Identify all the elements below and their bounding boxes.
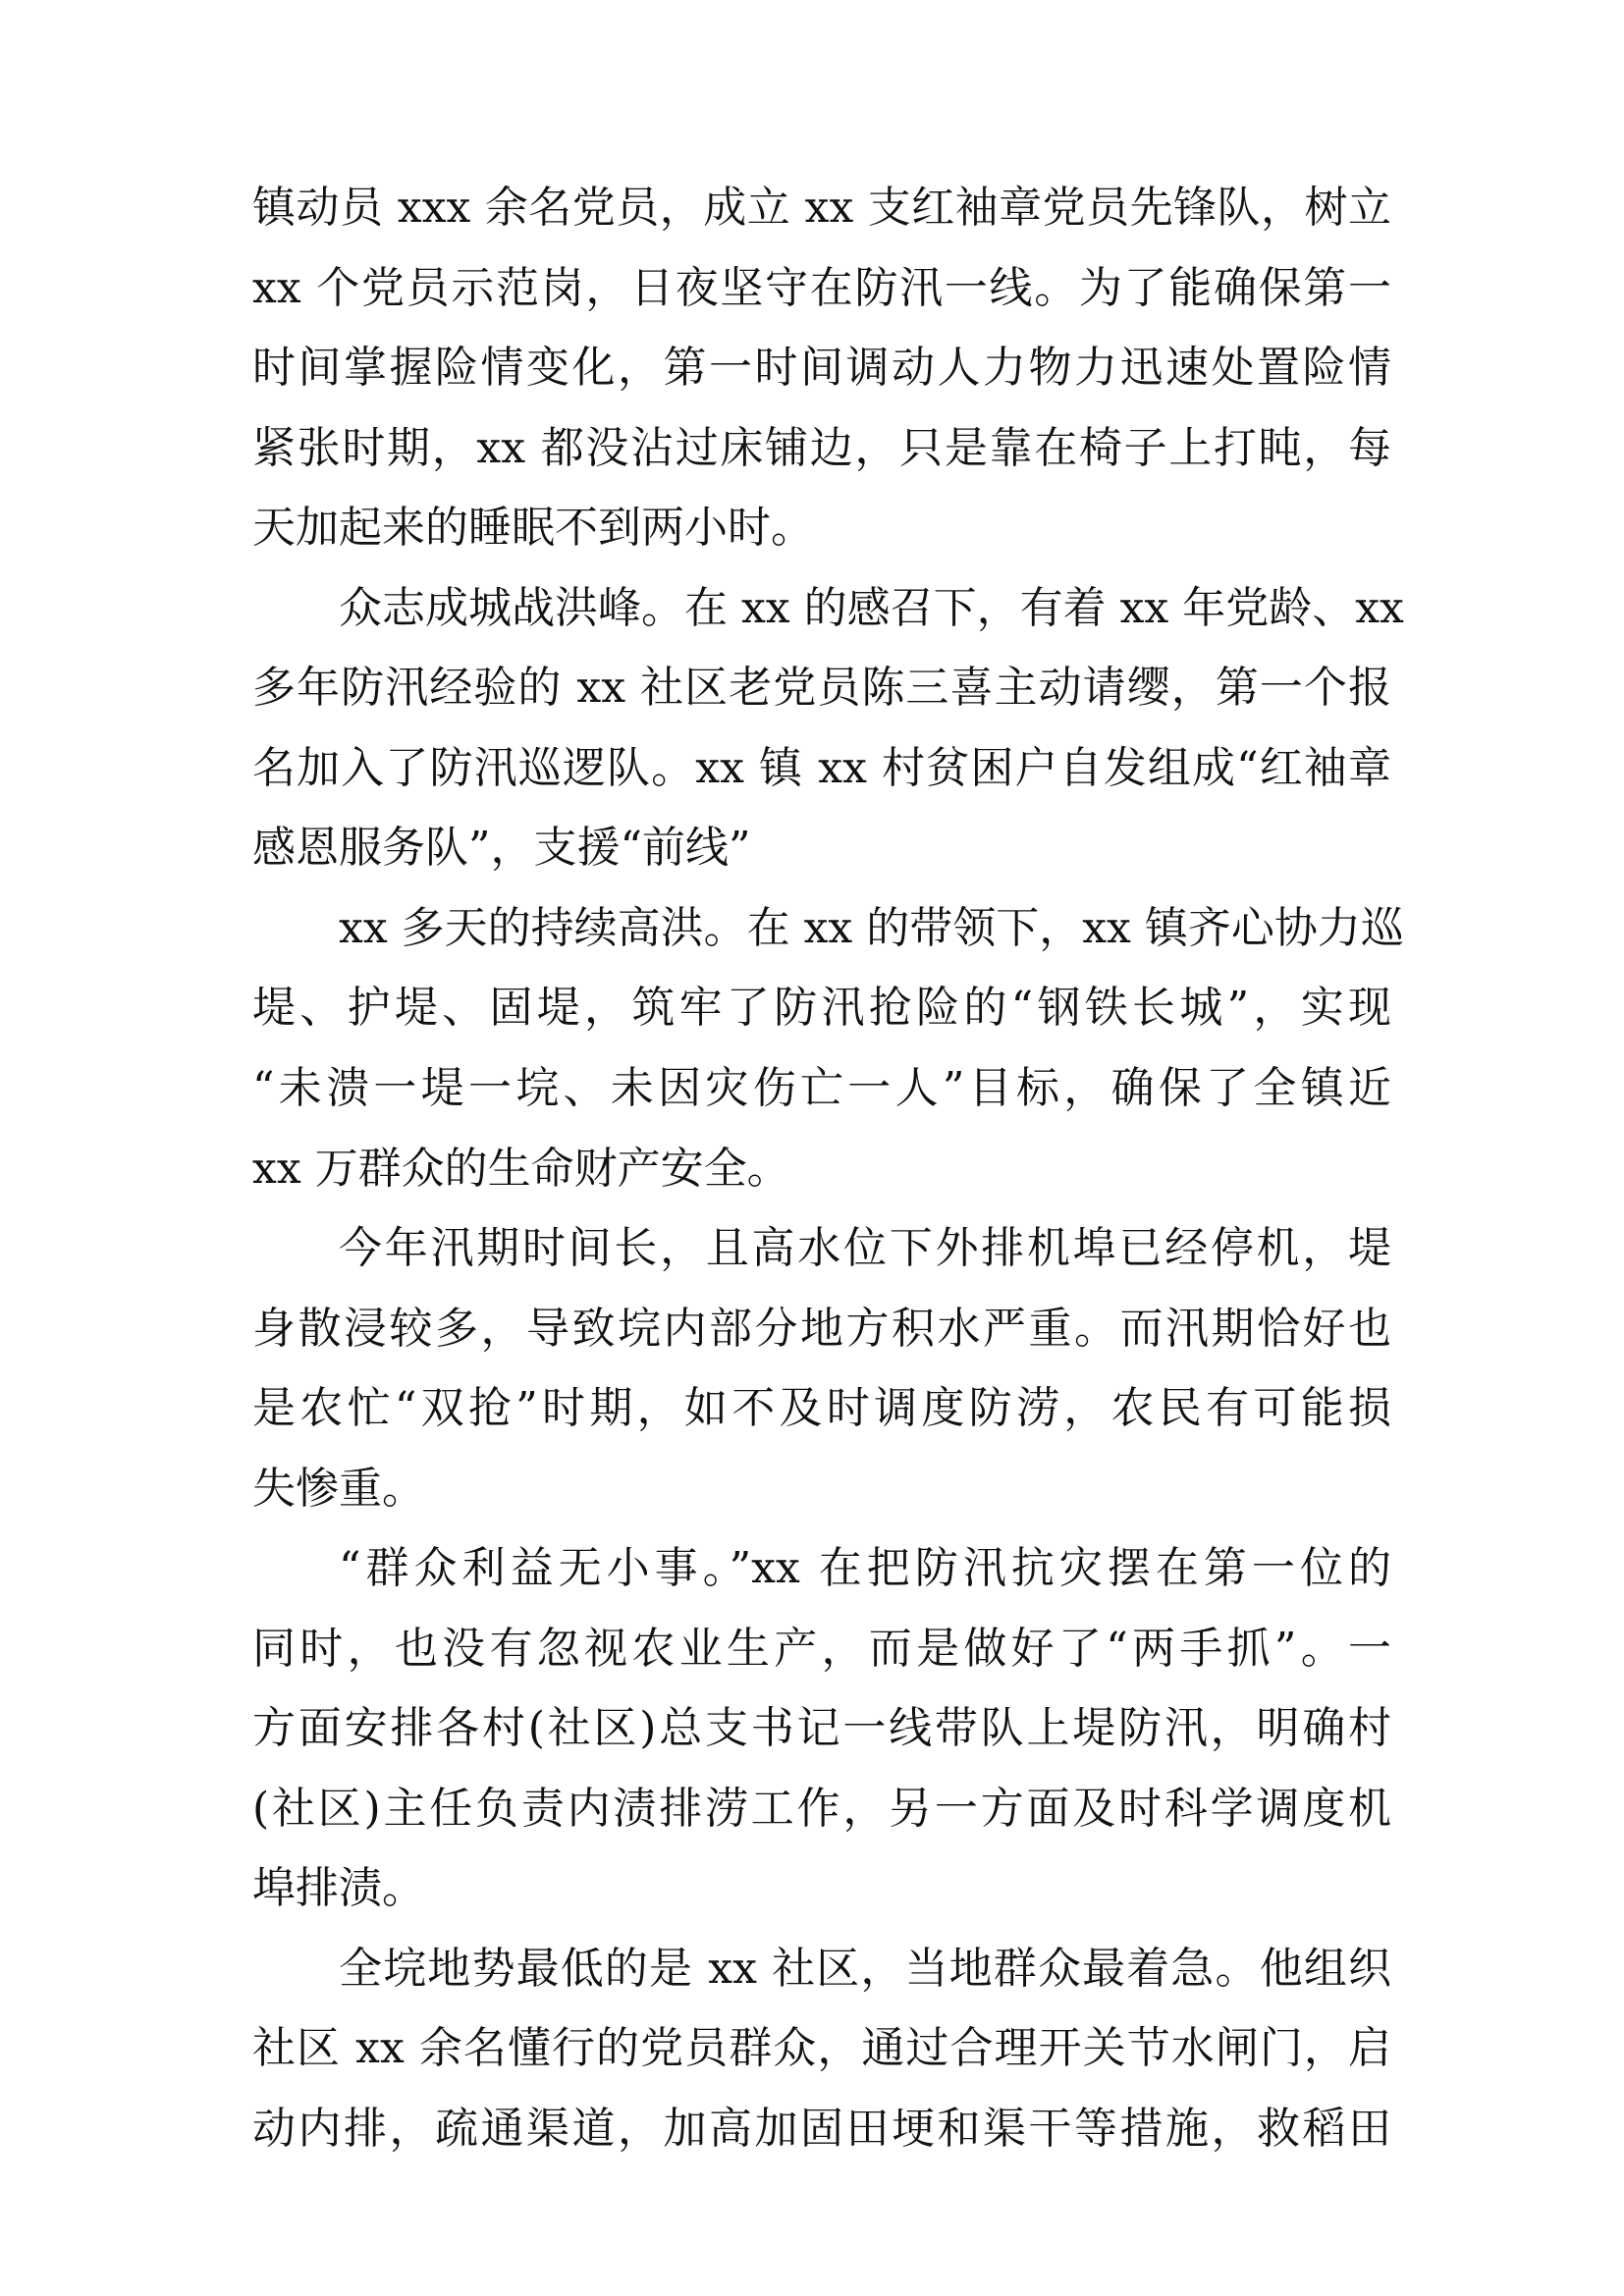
text-line: (社区)主任负责内渍排涝工作，另一方面及时科学调度机 [252,1784,1391,1834]
paragraph-first-line: 全垸地势最低的是 xx 社区，当地群众最着急。他组织 [339,1944,1391,1994]
text-line: 是农忙“双抢”时期，如不及时调度防涝，农民有可能损 [252,1383,1391,1433]
paragraph-first-line: “群众利益无小事。”xx 在把防汛抗灾摆在第一位的 [339,1543,1391,1593]
paragraph-first-line: 众志成城战洪峰。在 xx 的感召下，有着 xx 年党龄、xx [339,583,1404,633]
text-line: xx 万群众的生命财产安全。 [252,1144,790,1194]
text-line: 身散浸较多，导致垸内部分地方积水严重。而汛期恰好也 [252,1304,1391,1354]
paragraph-first-line: 今年汛期时间长，且高水位下外排机埠已经停机，堤 [339,1223,1391,1273]
text-line: 社区 xx 余名懂行的党员群众，通过合理开关节水闸门，启 [252,2023,1391,2073]
text-line: 同时，也没有忽视农业生产，而是做好了“两手抓”。一 [252,1624,1391,1674]
text-line: 动内排，疏通渠道，加高加固田埂和渠干等措施，救稻田 [252,2104,1391,2154]
text-line: 埠排渍。 [252,1863,425,1913]
text-line: 名加入了防汛巡逻队。xx 镇 xx 村贫困户自发组成“红袖章 [252,743,1391,793]
text-line: 多年防汛经验的 xx 社区老党员陈三喜主动请缨，第一个报 [252,663,1391,713]
text-line: xx 个党员示范岗，日夜坚守在防汛一线。为了能确保第一 [252,263,1391,313]
text-line: 感恩服务队”，支援“前线” [252,823,751,873]
text-line: 堤、护堤、固堤，筑牢了防汛抢险的“钢铁长城”，实现 [252,983,1391,1033]
text-line: “未溃一堤一垸、未因灾伤亡一人”目标，确保了全镇近 [252,1063,1391,1113]
text-line: 失惨重。 [252,1464,425,1514]
text-line: 天加起来的睡眠不到两小时。 [252,503,814,553]
paragraph-first-line: xx 多天的持续高洪。在 xx 的带领下，xx 镇齐心协力巡 [339,903,1404,953]
text-line: 紧张时期，xx 都没沾过床铺边，只是靠在椅子上打盹，每 [252,423,1391,473]
text-line: 方面安排各村(社区)总支书记一线带队上堤防汛，明确村 [252,1703,1391,1753]
text-line: 时间掌握险情变化，第一时间调动人力物力迅速处置险情 [252,343,1391,393]
text-line: 镇动员 xxx 余名党员，成立 xx 支红袖章党员先锋队，树立 [252,183,1391,233]
